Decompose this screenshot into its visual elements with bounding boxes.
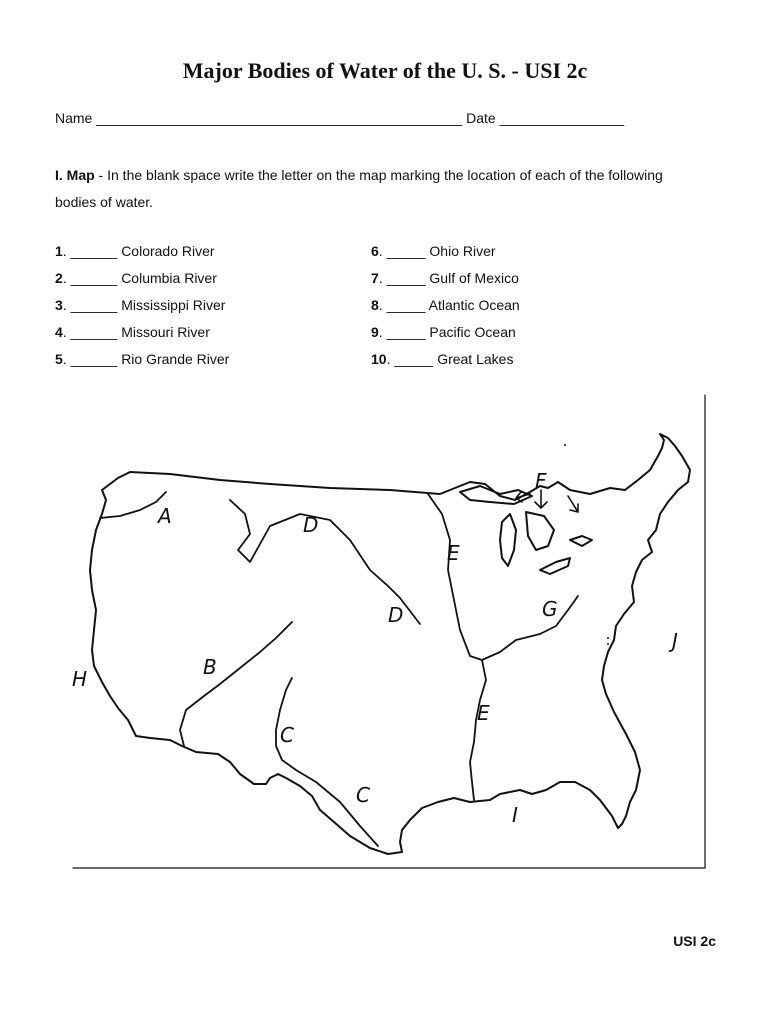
map-letter-d: D [388, 603, 404, 627]
item-number: 4 [55, 324, 63, 340]
instructions-heading: I. Map [55, 167, 95, 183]
columbia-river [100, 492, 166, 518]
map-letter-c: C [356, 783, 370, 807]
rio-grande-river [276, 678, 378, 846]
mississippi-river [428, 494, 486, 800]
map-letter-a: A [158, 504, 172, 528]
page-title: Major Bodies of Water of the U. S. - USI 2c [182, 58, 588, 83]
item-number: 5 [55, 351, 63, 367]
list-item: 5. ______ Rio Grande River [55, 351, 230, 367]
map-letter-j: J [672, 629, 678, 653]
us-outline [90, 434, 690, 854]
name-blank[interactable]: _______________________________________________ [96, 110, 463, 126]
us-map [70, 390, 710, 875]
item-number: 3 [55, 297, 63, 313]
item-label: Ohio River [429, 243, 496, 259]
item-label: Great Lakes [437, 351, 514, 367]
item-number: 9 [371, 324, 379, 340]
map-letter-f: F [535, 469, 547, 493]
item-label: Colorado River [121, 243, 215, 259]
map-dot [607, 637, 609, 639]
list-item: 9. _____ Pacific Ocean [371, 324, 516, 340]
list-item: 6. _____ Ohio River [371, 243, 496, 259]
lake-erie [540, 558, 570, 574]
map-letter-i: I [512, 803, 518, 827]
item-number: 2 [55, 270, 63, 286]
list-item: 10. _____ Great Lakes [371, 351, 514, 367]
date-blank[interactable]: ________________ [499, 110, 625, 126]
lake-huron [526, 512, 554, 550]
name-label: Name [55, 110, 93, 126]
item-blank[interactable]: ______ [70, 297, 118, 313]
item-label: Rio Grande River [121, 351, 230, 367]
item-label: Mississippi River [121, 297, 226, 313]
map-dot [607, 643, 609, 645]
date-label: Date [466, 110, 496, 126]
list-item: 4. ______ Missouri River [55, 324, 210, 340]
map-letter-h: H [72, 667, 88, 691]
list-item: 1. ______ Colorado River [55, 243, 215, 259]
item-number: 1 [55, 243, 63, 259]
item-blank[interactable]: _____ [386, 324, 426, 340]
map-letter-d: D [303, 513, 319, 537]
item-blank[interactable]: _____ [386, 243, 426, 259]
list-item: 3. ______ Mississippi River [55, 297, 226, 313]
item-blank[interactable]: _____ [394, 351, 434, 367]
footer-label: USI 2c [673, 933, 716, 949]
ohio-river [482, 596, 578, 660]
item-number: 8 [371, 297, 379, 313]
arrow-diag-icon [568, 496, 578, 512]
item-number: 10 [371, 351, 387, 367]
list-item: 7. _____ Gulf of Mexico [371, 270, 519, 286]
instructions [55, 162, 675, 216]
lake-ontario [570, 536, 592, 546]
map-dot [564, 444, 566, 446]
item-label: Pacific Ocean [429, 324, 516, 340]
item-number: 6 [371, 243, 379, 259]
item-blank[interactable]: ______ [70, 243, 118, 259]
item-blank[interactable]: ______ [70, 324, 118, 340]
map-letter-g: G [542, 597, 558, 621]
list-item: 8. _____ Atlantic Ocean [371, 297, 520, 313]
lake-michigan [500, 514, 516, 566]
list-item: 2. ______ Columbia River [55, 270, 217, 286]
item-label: Columbia River [121, 270, 217, 286]
item-label: Missouri River [121, 324, 210, 340]
items-left-column [55, 240, 229, 375]
items-right-column [371, 240, 520, 375]
map-letter-e: E [477, 701, 490, 725]
item-number: 7 [371, 270, 379, 286]
item-label: Atlantic Ocean [428, 297, 520, 313]
map-letter-e: E [447, 541, 460, 565]
map-letter-b: B [203, 655, 217, 679]
colorado-river [180, 622, 292, 746]
item-blank[interactable]: _____ [386, 270, 426, 286]
map-letter-c: C [280, 723, 294, 747]
item-label: Gulf of Mexico [429, 270, 519, 286]
item-blank[interactable]: ______ [70, 270, 118, 286]
item-blank[interactable]: ______ [70, 351, 118, 367]
instructions-text: - In the blank space write the letter on the map marking the location of each of the following bodies of water. [55, 167, 663, 210]
name-date-line [55, 110, 624, 126]
item-blank[interactable]: _____ [386, 297, 426, 313]
